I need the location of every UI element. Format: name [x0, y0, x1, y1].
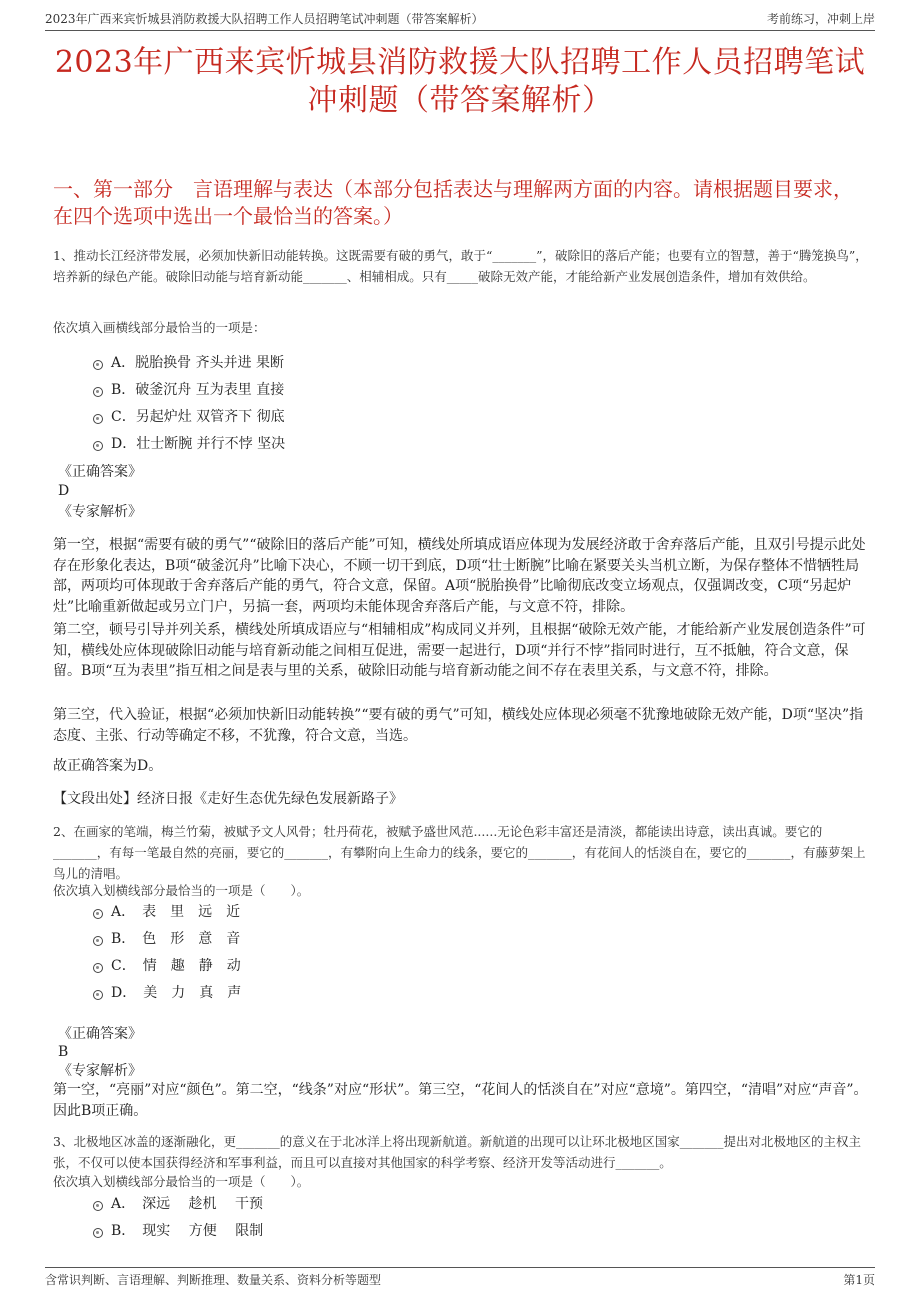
radio-icon[interactable]: [93, 1228, 103, 1238]
running-footer: [45, 1267, 875, 1288]
question-1-option-a[interactable]: A．脱胎换骨 齐头并进 果断: [93, 354, 284, 372]
header-slogan: 考前练习，冲刺上岸: [766, 12, 875, 26]
question-3-prompt: 依次填入划横线部分最恰当的一项是（ ）。: [53, 1174, 310, 1189]
question-1-analysis-label: 《专家解析》: [58, 504, 142, 520]
question-1-analysis-p1: 第一空，根据“需要有破的勇气”“破除旧的落后产能”可知，横线处所填成语应体现为发展经济敢于舍弃落后产能，且双引号提示此处存在形象化表达，B项“破釜沉舟”比喻下决心，不顾一切干到底，D项“壮士断腕”比喻在紧要关头当机立断，为保存整体不惜牺牲局部，两项均可体现敢于舍弃落后产能的勇气，符合文意，保留。A项“脱胎换骨”比喻彻底改变立场观点，仅强调改变，C项“另起炉灶”比喻重新做起或另立门户，另搞一套，两项均未能体现舍弃落后产能，与文意不符，排除。: [53, 537, 866, 615]
question-1-analysis-p2: 第二空，顿号引导并列关系，横线处所填成语应与“相辅相成”构成同义并列，且根据“破除无效产能，才能给新产业发展创造条件”可知，横线处应体现破除旧动能与培育新动能之间相互促进，需要一起进行，D项“并行不悖”指同时进行，互不抵触，符合文意，保留。B项“互为表里”指互相之间是表与里的关系，破除旧动能与培育新动能之间不存在表里关系，与文意不符，排除。: [53, 622, 866, 679]
question-2-answer: B: [58, 1044, 69, 1060]
question-1-option-b[interactable]: B．破釜沉舟 互为表里 直接: [93, 381, 284, 399]
question-2-option-b[interactable]: B． 色 形 意 音: [93, 930, 240, 948]
question-1-analysis-p3: 第三空，代入验证，根据“必须加快新旧动能转换”“要有破的勇气”可知，横线处应体现必须毫不犹豫地破除无效产能，D项“坚决”指态度、主张、行动等确定不移，不犹豫，符合文意，当选。: [53, 707, 864, 744]
radio-icon[interactable]: [93, 414, 103, 424]
question-3-option-a[interactable]: A． 深远 趁机 干预: [93, 1195, 263, 1213]
radio-icon[interactable]: [93, 441, 103, 451]
radio-icon[interactable]: [93, 909, 103, 919]
question-1-source: 【文段出处】经济日报《走好生态优先绿色发展新路子》: [53, 791, 403, 807]
question-1-answer-label: 《正确答案》: [58, 464, 142, 480]
page-number: 第1页: [843, 1273, 875, 1287]
question-2-prompt: 依次填入划横线部分最恰当的一项是（ ）。: [53, 883, 310, 898]
question-2-answer-label: 《正确答案》: [58, 1026, 142, 1042]
question-3-option-b[interactable]: B． 现实 方便 限制: [93, 1222, 263, 1240]
question-1-option-d[interactable]: D．壮士断腕 并行不悖 坚决: [93, 435, 285, 453]
radio-icon[interactable]: [93, 387, 103, 397]
question-2-option-c[interactable]: C． 情 趣 静 动: [93, 957, 241, 975]
question-2-analysis-label: 《专家解析》: [58, 1063, 142, 1079]
section-heading: 一、第一部分 言语理解与表达（本部分包括表达与理解两方面的内容。请根据题目要求，在四个选项中选出一个最恰当的答案。）: [53, 177, 853, 228]
radio-icon[interactable]: [93, 990, 103, 1000]
question-2-option-d[interactable]: D． 美 力 真 声: [93, 984, 241, 1002]
footer-topics: 含常识判断、言语理解、判断推理、数量关系、资料分析等题型: [45, 1273, 382, 1287]
question-1-stem: 1、推动长江经济带发展，必须加快新旧动能转换。这既需要有破的勇气，敢于“_______”，破除旧的落后产能；也要有立的智慧，善于“腾笼换鸟”，培养新的绿色产能。破除旧动能与培育新动能_______、相辅相成。只有_____破除无效产能，才能给新产业发展创造条件，增加有效供给。: [53, 248, 868, 284]
header-doc-title: 2023年广西来宾忻城县消防救援大队招聘工作人员招聘笔试冲刺题（带答案解析）: [45, 12, 484, 26]
question-1-option-c[interactable]: C．另起炉灶 双管齐下 彻底: [93, 408, 285, 426]
question-1-answer: D: [58, 483, 70, 499]
radio-icon[interactable]: [93, 1201, 103, 1211]
question-1-conclusion: 故正确答案为D。: [53, 758, 163, 774]
radio-icon[interactable]: [93, 936, 103, 946]
radio-icon[interactable]: [93, 360, 103, 370]
radio-icon[interactable]: [93, 963, 103, 973]
question-2-option-a[interactable]: A． 表 里 远 近: [93, 903, 240, 921]
question-2-analysis: 第一空，“亮丽”对应“颜色”。第二空，“线条”对应“形状”。第三空，“花间人的恬淡自在”对应“意境”。第四空，“清唱”对应“声音”。因此B项正确。: [53, 1082, 868, 1119]
document-title: 2023年广西来宾忻城县消防救援大队招聘工作人员招聘笔试冲刺题（带答案解析）: [54, 45, 866, 118]
question-1-prompt: 依次填入画横线部分最恰当的一项是：: [53, 320, 266, 335]
running-header: [45, 10, 875, 31]
question-2-stem: 2、在画家的笔端，梅兰竹菊，被赋予文人风骨；牡丹荷花，被赋予盛世风范......无论色彩丰富还是清淡，都能读出诗意，读出真诚。要它的_______，有每一笔最自然的亮丽，要它的_______，有攀附向上生命力的线条，要它的_______，有花间人的恬淡自在，要它的_______，有藤萝架上鸟儿的清唱。: [53, 824, 866, 881]
question-3-stem: 3、北极地区冰盖的逐渐融化，更_______的意义在于北冰洋上将出现新航道。新航道的出现可以让环北极地区国家_______提出对北极地区的主权主张，不仅可以使本国获得经济和军事利益，而且可以直接对其他国家的科学考察、经济开发等活动进行_______。: [53, 1134, 861, 1170]
